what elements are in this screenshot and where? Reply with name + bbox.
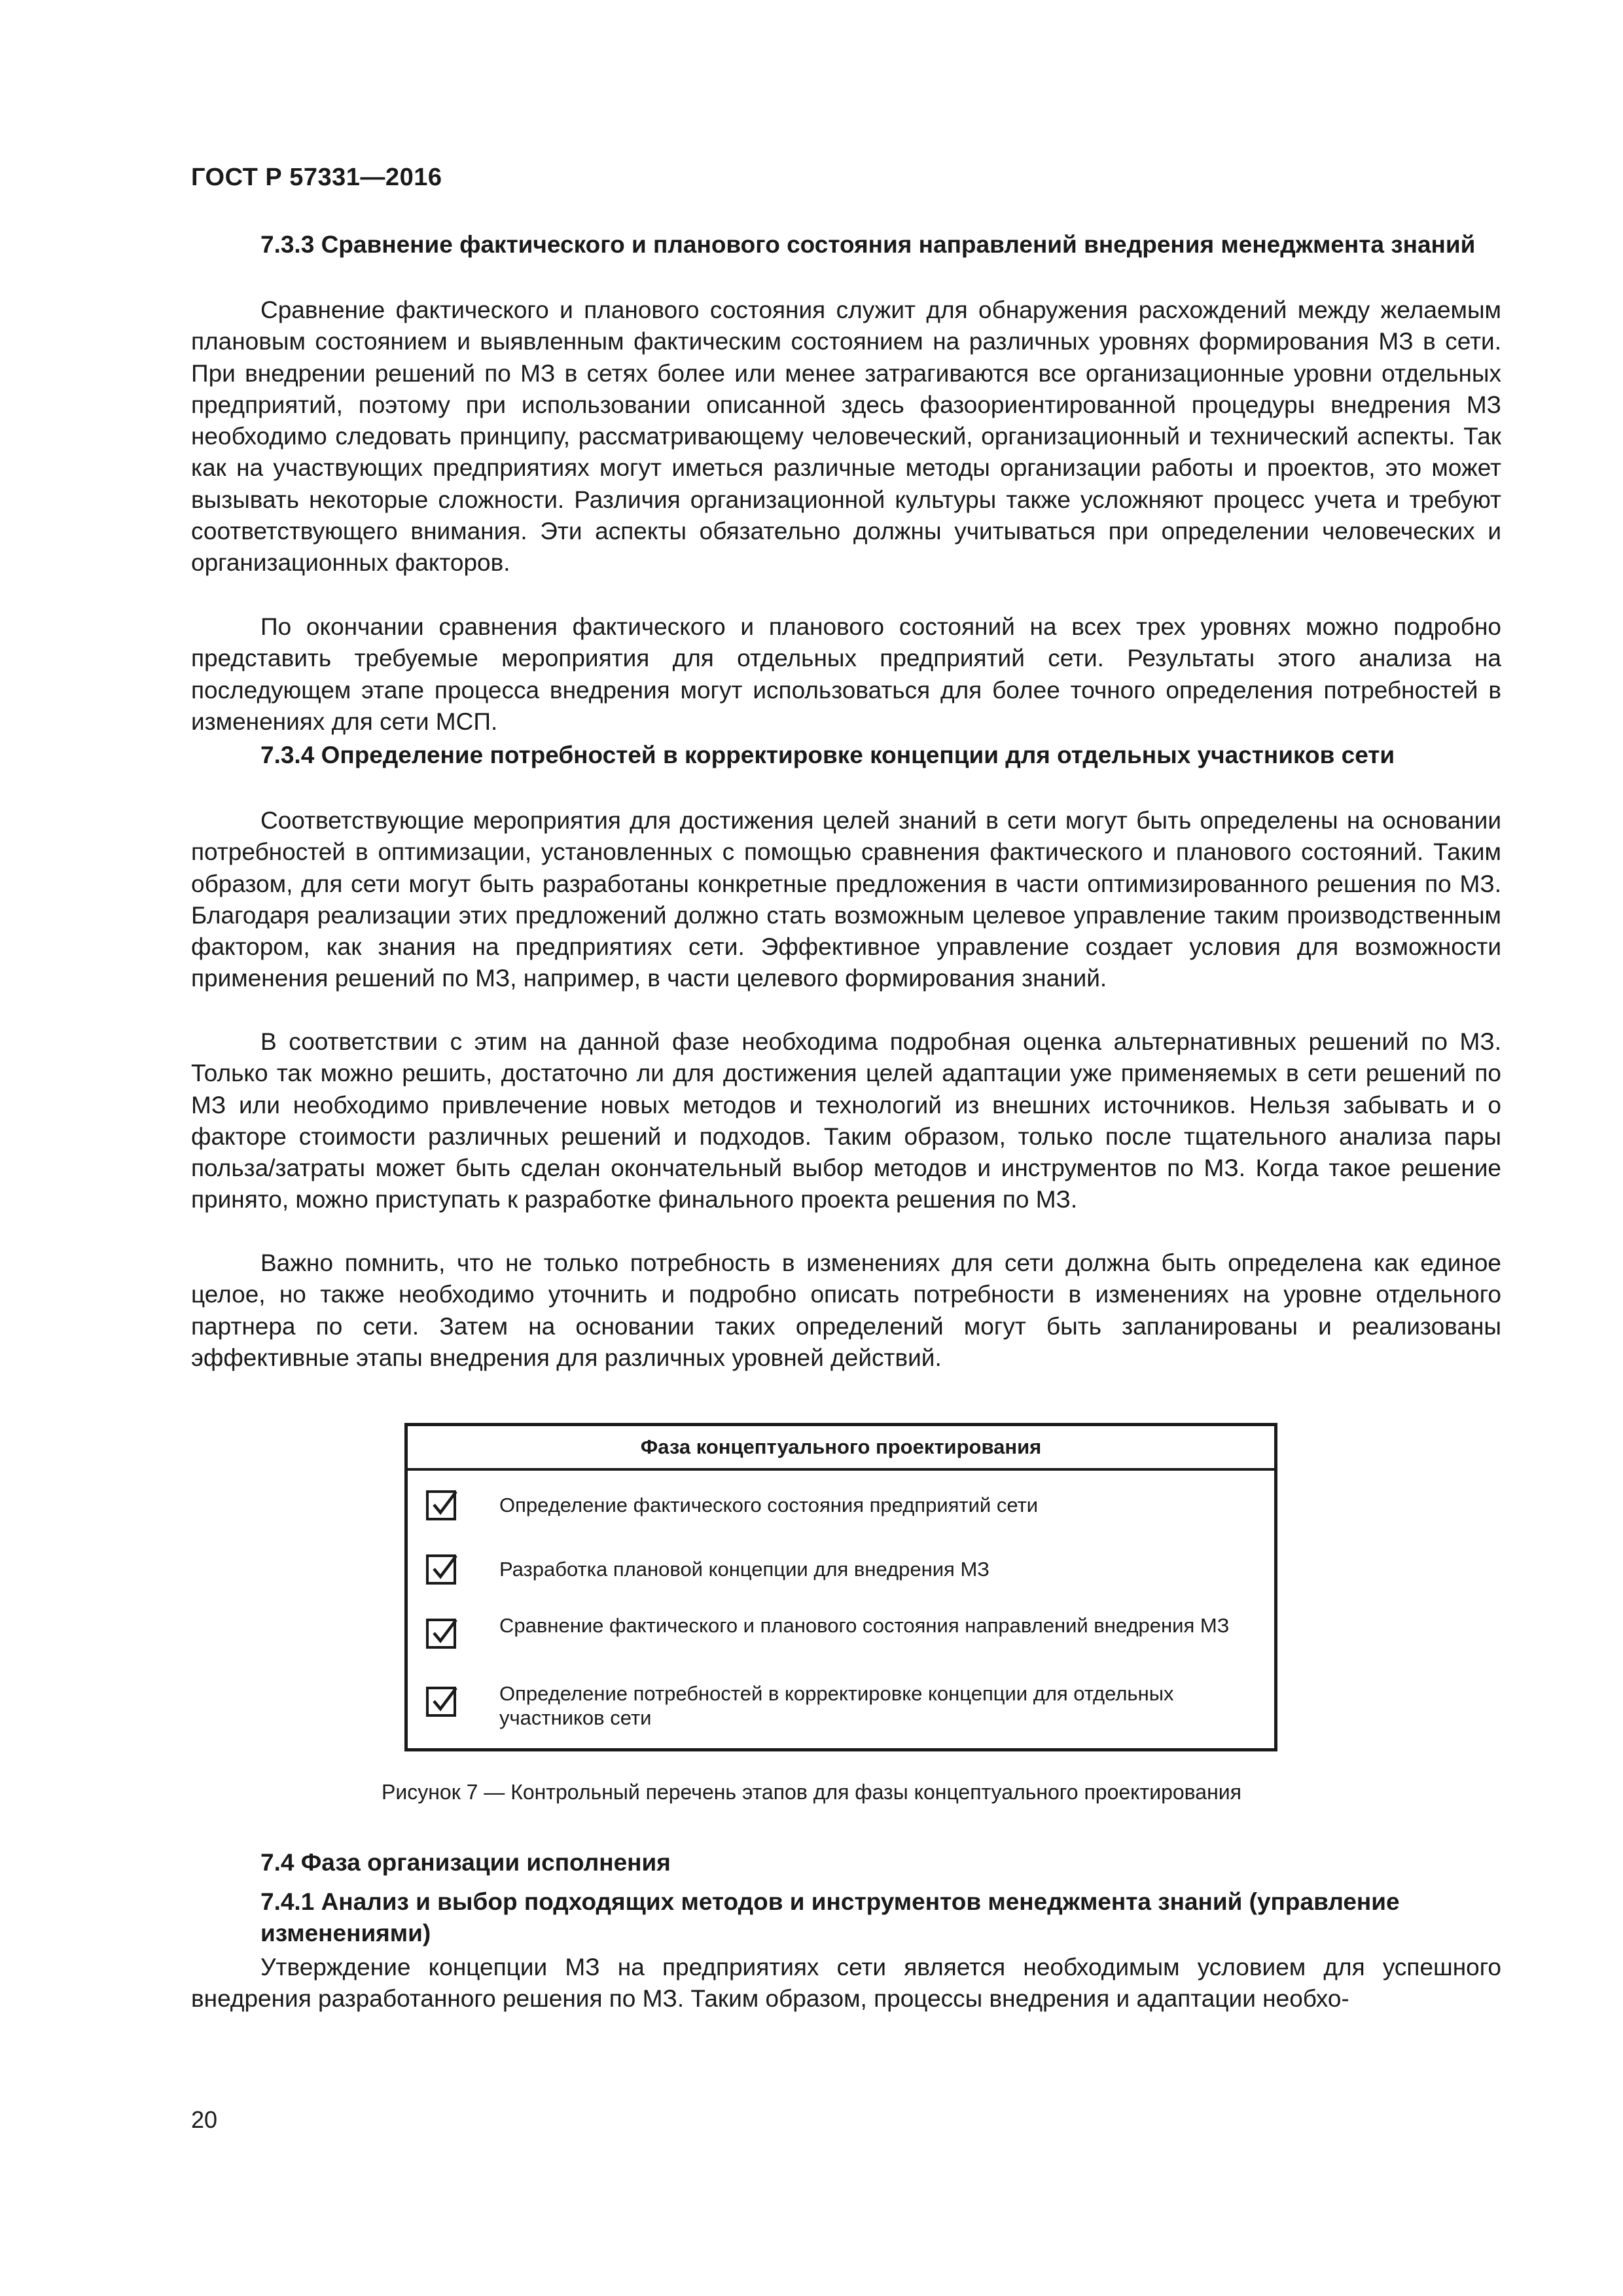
paragraph: Соответствующие мероприятия для достижения целей знаний в сети могут быть определены на основании потребностей в оптимизации, установленных с помощью сравнения фактического и планового состояний. Таким образом, для сети могут быть разработаны конкретные предложения в части оптимизированного решения по МЗ. Благодаря реализации этих предложений должно стать возможным целевое управление таким производственным фактором, как знания на предприятиях сети. Эффективное управление создает условия для возможности применения решений по МЗ, например, в части целевого формирования знаний. <box>191 807 1501 992</box>
paragraph: В соответствии с этим на данной фазе необходима подробная оценка альтернативных решений по МЗ. Только так можно решить, достаточно ли для достижения целей адаптации уже применяемых в сети решений по МЗ или необходимо привлечение новых методов и технологий из внешних источников. Нельзя забывать и о факторе стоимости различных решений и подходов. Таким образом, только после тщательного анализа пары польза/затраты может быть сделан окончательный выбор методов и инструментов по МЗ. Когда такое решение принято, можно приступать к разработке финального проекта решения по МЗ. <box>191 1028 1501 1213</box>
checklist-figure <box>404 1423 1277 1751</box>
document-header: ГОСТ Р 57331—2016 <box>191 164 442 191</box>
paragraph: Утверждение концепции МЗ на предприятиях сети является необходимым условием для успешного внедрения разработанного решения по МЗ. Таким образом, процессы внедрения и адаптации необхо- <box>191 1954 1501 2013</box>
figure-caption: Рисунок 7 — Контрольный перечень этапов для фазы концептуального проектирования <box>382 1780 1241 1804</box>
section-heading-7-4-1: 7.4.1 Анализ и выбор подходящих методов и инструментов менеджмента знаний (управление изменениями) <box>260 1888 1400 1946</box>
paragraph: По окончании сравнения фактического и планового состояний на всех трех уровнях можно подробно представить требуемые мероприятия для отдельных предприятий сети. Результаты этого анализа на последующем этапе процесса внедрения могут использоваться для более точного определения потребностей в изменениях для сети МСП. <box>191 613 1501 735</box>
checkbox-checked-icon <box>426 1619 456 1649</box>
checklist-item-label: Определение фактического состояния предприятий сети <box>499 1494 1039 1516</box>
checkbox-checked-icon <box>426 1687 456 1717</box>
section-heading-7-3-4: 7.3.4 Определение потребностей в корректировке концепции для отдельных участников сети <box>260 742 1395 768</box>
page-number: 20 <box>191 2106 218 2133</box>
checklist-item-label: Определение потребностей в корректировке концепции для отдельных участников сети <box>499 1682 1174 1729</box>
checklist-item-label: Разработка плановой концепции для внедрения МЗ <box>499 1558 990 1581</box>
section-heading-7-3-3: 7.3.3 Сравнение фактического и планового состояния направлений внедрения менеджмента знаний <box>260 231 1476 258</box>
section-heading-7-4: 7.4 Фаза организации исполнения <box>260 1849 671 1876</box>
paragraph: Важно помнить, что не только потребность в изменениях для сети должна быть определена как единое целое, но также необходимо уточнить и подробно описать потребности в изменениях на уровне отдельного партнера по сети. Затем на основании таких определений могут быть запланированы и реализованы эффективные этапы внедрения для различных уровней действий. <box>191 1249 1501 1371</box>
paragraph: Сравнение фактического и планового состояния служит для обнаружения расхождений между желаемым плановым состоянием и выявленным фактическим состоянием на различных уровнях формирования МЗ в сети. При внедрении решений по МЗ в сетях более или менее затрагиваются все организационные уровни отдельных предприятий, поэтому при использовании описанной здесь фазоориентированной процедуры внедрения МЗ необходимо следовать принципу, рассматривающему человеческий, организационный и технический аспекты. Так как на участвующих предприятиях могут иметься различные методы организации работы и проектов, это может вызывать некоторые сложности. Различия организационной культуры также усложняют процесс учета и требуют соответствующего внимания. Эти аспекты обязательно должны учитываться при определении человеческих и организационных факторов. <box>191 296 1501 577</box>
checkbox-checked-icon <box>426 1490 456 1520</box>
figure-title: Фаза концептуального проектирования <box>408 1426 1274 1471</box>
checklist-item-label: Сравнение фактического и планового состояния направлений внедрения МЗ <box>499 1614 1230 1637</box>
checkbox-checked-icon <box>426 1554 456 1585</box>
